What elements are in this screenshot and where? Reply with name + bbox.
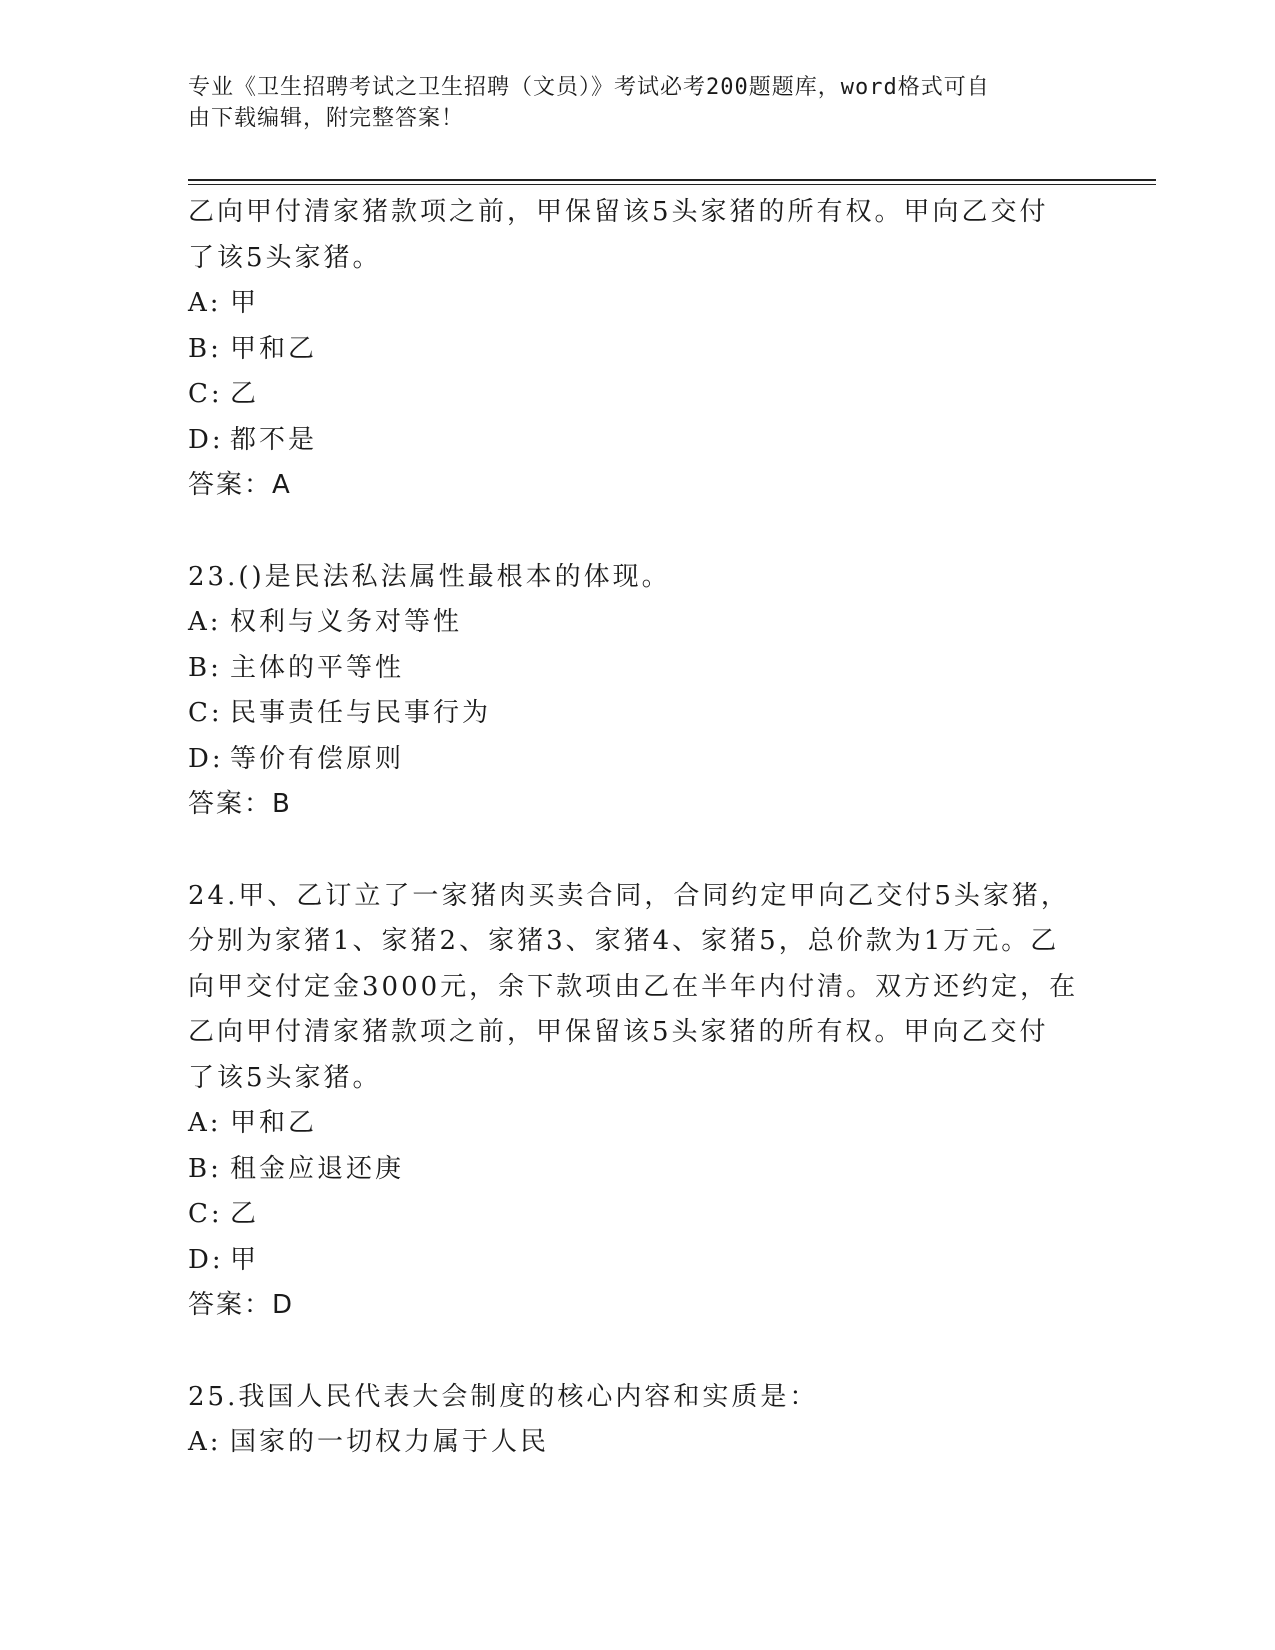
spacer <box>188 1329 1088 1375</box>
spacer <box>188 828 1088 874</box>
option-b <box>188 1147 1088 1193</box>
header-line-2: 由下载编辑，附完整答案！ <box>188 106 465 131</box>
option-text: 权利与义务对等性 <box>230 607 463 637</box>
answer-line: 答案：B <box>188 789 292 819</box>
option-d <box>188 1238 1088 1284</box>
option-text: 民事责任与民事行为 <box>230 698 492 728</box>
question-25 <box>188 1375 1088 1466</box>
option-text: 等价有偿原则 <box>230 743 405 774</box>
answer-line: 答案：D <box>188 1290 295 1320</box>
option-key: D: <box>188 1244 224 1275</box>
option-key: C: <box>188 1199 223 1229</box>
option-text: 甲 <box>230 288 260 318</box>
option-c <box>188 372 1088 418</box>
spacer <box>188 509 1088 555</box>
option-a <box>188 1420 1088 1466</box>
option-d <box>188 737 1088 783</box>
option-a <box>188 1101 1088 1147</box>
question-stem-line: 23.()是民法私法属性最根本的体现。 <box>188 561 671 592</box>
option-key: D: <box>188 424 224 455</box>
answer-line: 答案：A <box>188 470 292 500</box>
question-stem-line: 24.甲、乙订立了一家猪肉买卖合同，合同约定甲向乙交付5头家猪， <box>188 880 1070 911</box>
question-23 <box>188 555 1088 828</box>
option-key: A: <box>188 1108 222 1138</box>
question-list <box>188 190 1088 1466</box>
header-rule-thick <box>188 179 1156 181</box>
option-text: 租金应退还庚 <box>230 1153 405 1184</box>
option-text: 甲和乙 <box>230 333 318 364</box>
question-stem-line: 分别为家猪1、家猪2、家猪3、家猪4、家猪5，总价款为1万元。乙 <box>188 926 1060 956</box>
question-stem-line: 乙向甲付清家猪款项之前，甲保留该5头家猪的所有权。甲向乙交付 <box>188 1017 1049 1047</box>
option-key: A: <box>188 1427 222 1457</box>
option-text: 主体的平等性 <box>230 652 405 683</box>
option-c <box>188 691 1088 737</box>
option-key: B: <box>188 333 222 364</box>
option-text: 都不是 <box>230 424 318 455</box>
header-rule-thin <box>188 184 1156 185</box>
option-key: C: <box>188 379 223 409</box>
option-key: B: <box>188 652 222 683</box>
option-b <box>188 646 1088 692</box>
option-text: 甲 <box>230 1244 260 1275</box>
option-d <box>188 418 1088 464</box>
option-key: C: <box>188 698 223 728</box>
option-b <box>188 327 1088 373</box>
question-fragment <box>188 190 1088 509</box>
option-text: 国家的一切权力属于人民 <box>230 1427 550 1457</box>
option-text: 乙 <box>230 1199 260 1229</box>
option-text: 乙 <box>230 379 260 409</box>
question-stem-line: 乙向甲付清家猪款项之前，甲保留该5头家猪的所有权。甲向乙交付 <box>188 197 1049 227</box>
option-key: D: <box>188 743 224 774</box>
option-a <box>188 600 1088 646</box>
option-key: A: <box>188 607 222 637</box>
option-key: B: <box>188 1153 222 1184</box>
option-c <box>188 1192 1088 1238</box>
document-header <box>188 72 1088 134</box>
option-a <box>188 281 1088 327</box>
option-text: 甲和乙 <box>230 1108 318 1138</box>
option-key: A: <box>188 288 222 318</box>
question-stem-line: 向甲交付定金3000元，余下款项由乙在半年内付清。双方还约定，在 <box>188 971 1079 1002</box>
header-line-1: 专业《卫生招聘考试之卫生招聘（文员）》考试必考200题题库，word格式可自 <box>188 75 990 100</box>
question-stem-line: 25.我国人民代表大会制度的核心内容和实质是： <box>188 1381 819 1412</box>
question-stem-line: 了该5头家猪。 <box>188 1062 382 1093</box>
question-stem-line: 了该5头家猪。 <box>188 242 382 273</box>
question-24 <box>188 874 1088 1329</box>
